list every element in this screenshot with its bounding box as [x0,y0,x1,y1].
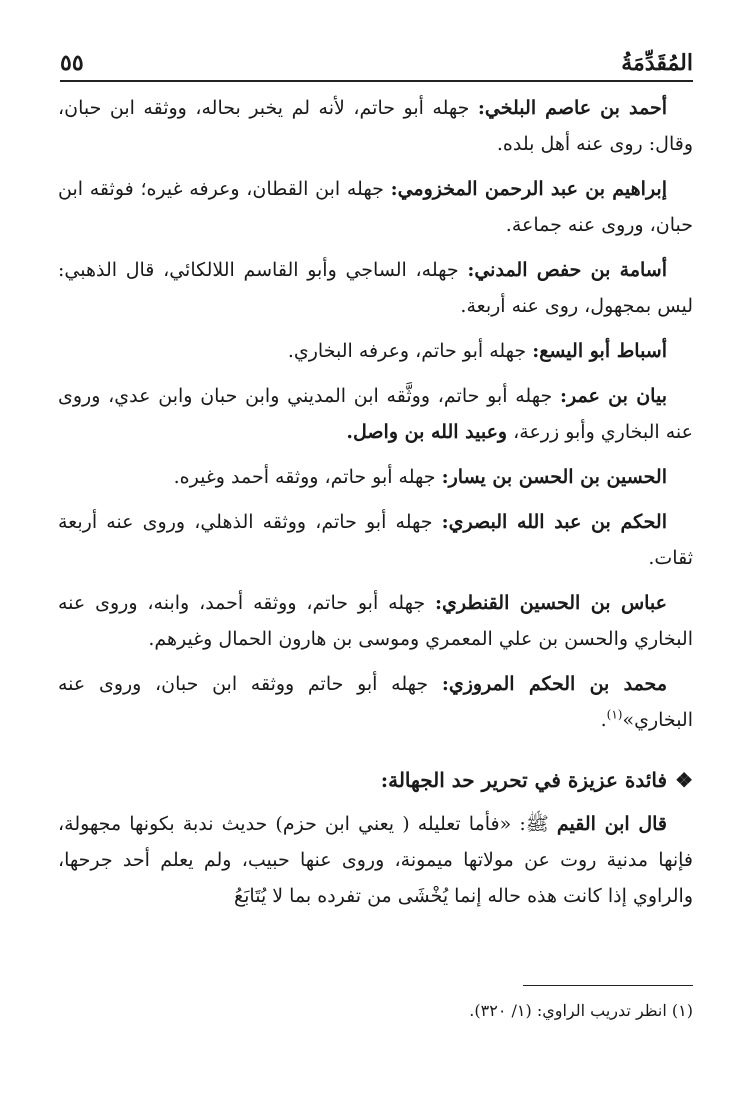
footnote-ref[interactable]: (١) [606,707,623,722]
narrator-text: جهله أبو حاتم، ووثقه أحمد وغيره. [173,466,442,488]
narrator-entry [58,666,693,738]
footnote [60,998,693,1024]
narrator-name: أحمد بن عاصم البلخي: [477,97,668,119]
narrator-text: جهله أبو حاتم، ووثقه أحمد، وابنه، وروى عنه البخاري والحسن بن علي المعمري وموسى بن هارون الحمال وغيرهم. [58,592,693,650]
narrator-entry [58,585,693,657]
paragraph-lead: قال ابن القيم [556,813,667,835]
narrator-text: جهله أبو حاتم، ووثقه الذهلي، وروى عنه أربعة ثقات. [58,511,693,569]
running-title: المُقَدِّمَةُ [621,50,693,76]
narrator-name: إبراهيم بن عبد الرحمن المخزومي: [390,178,667,200]
section-heading [58,762,693,798]
narrator-name: الحسين بن الحسن بن يسار: [441,466,667,488]
narrator-name: بيان بن عمر: [559,385,667,407]
narrator-name: محمد بن الحكم المروزي: [441,673,667,695]
footnote-marker: (١) [671,1001,693,1020]
narrator-text: جهله أبو حاتم، وعرفه البخاري. [287,340,533,362]
page-header [60,34,693,82]
narrator-text: جهله أبو حاتم، ووثَّقه ابن المديني وابن حبان وابن عدي، وروى عنه البخاري وأبو زرعة، [58,385,693,443]
narrator-text: جهله ابن القطان، وعرفه غيره؛ فوثقه ابن حبان، وروى عنه جماعة. [58,178,693,236]
diamond-bullet-icon: ❖ [675,768,693,792]
footnote-text: انظر تدريب الراوي: (١/ ٣٢٠). [469,1001,667,1020]
narrator-entry [58,504,693,576]
narrator-name: أسامة بن حفص المدني: [467,259,668,281]
paragraph-text: : «فأما تعليله ( يعني ابن حزم) حديث ندبة بكونها مجهولة، فإنها مدنية روت عن مولاتها ميمونة، وروى عنها حبيب، ولم يعلم أحد جرحها، والراوي إذا كانت هذه حاله إنما يُخْشَى من تفرده بما لا يُتَابَعُ [58,813,693,907]
narrator-entry [58,333,693,369]
page-body [58,90,693,914]
honorific-glyph: ﷺ [525,813,557,835]
narrator-text: جهله، الساجي وأبو القاسم اللالكائي، قال الذهبي: ليس بمجهول، روى عنه أربعة. [58,259,693,317]
narrator-entry [58,171,693,243]
narrator-name: عباس بن الحسين القنطري: [434,592,667,614]
narrator-text: جهله أبو حاتم ووثقه ابن حبان، وروى عنه البخاري» [58,673,693,731]
narrator-name: الحكم بن عبد الله البصري: [441,511,667,533]
narrator-entry [58,90,693,162]
narrator-name: أسباط أبو اليسع: [532,340,667,362]
narrator-name-inline: وعبيد الله بن واصل. [346,421,508,443]
section-title: فائدة عزيزة في تحرير حد الجهالة: [380,768,668,792]
narrator-entry [58,459,693,495]
narrator-entry [58,378,693,450]
narrator-text: جهله أبو حاتم، لأنه لم يخبر بحاله، ووثقه ابن حبان، وقال: روى عنه أهل بلده. [58,97,693,155]
quote-paragraph [58,806,693,914]
page-number: ٥٥ [60,50,84,76]
footnote-separator [523,985,693,986]
entry-end: . [600,709,607,731]
narrator-entry [58,252,693,324]
